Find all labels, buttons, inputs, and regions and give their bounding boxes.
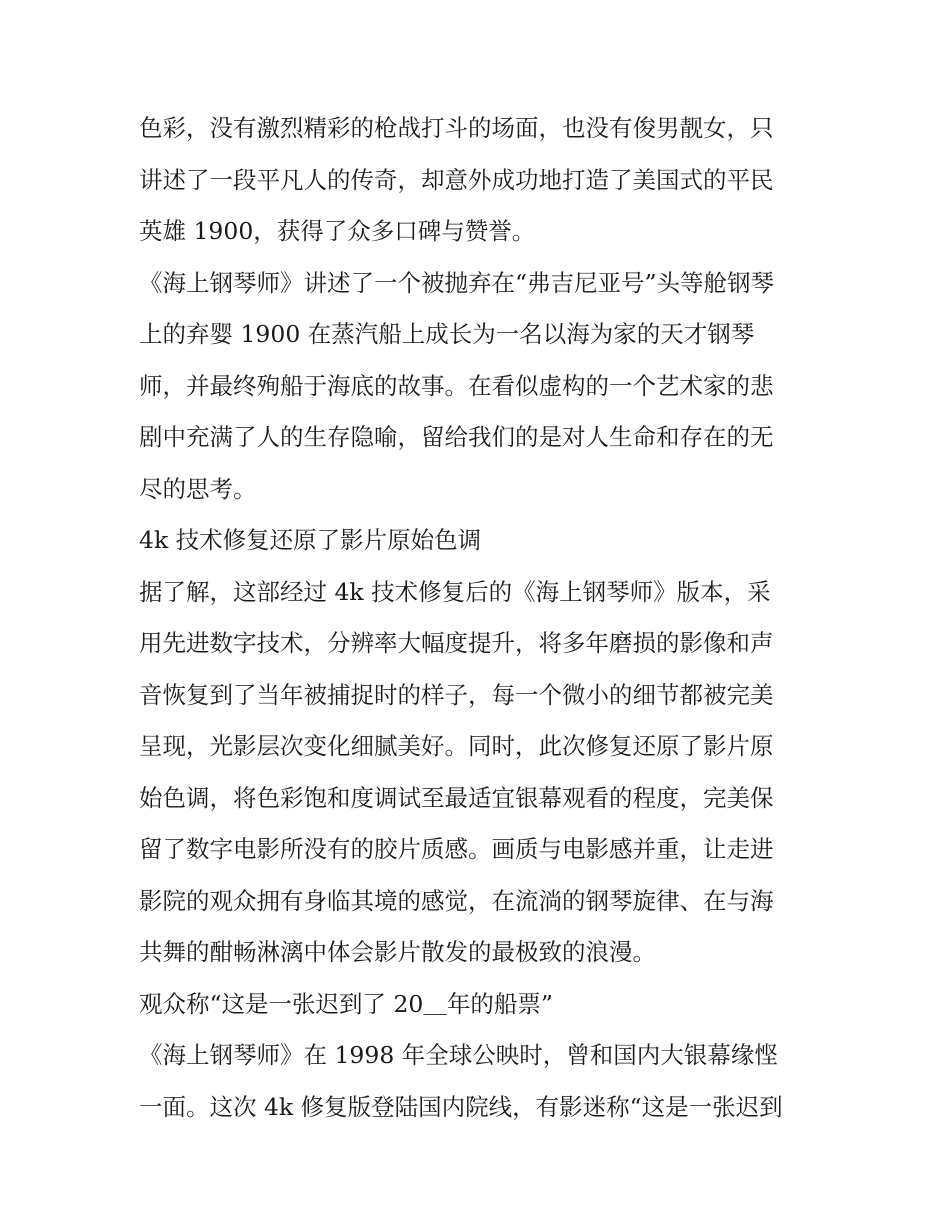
- text-line: 上的弃婴 1900 在蒸汽船上成长为一名以海为家的天才钢琴: [139, 320, 755, 348]
- section-heading: 4k 技术修复还原了影片原始色调: [139, 526, 482, 554]
- text-line: 《海上钢琴师》在 1998 年全球公映时，曾和国内大银幕缘悭: [139, 1041, 778, 1069]
- text-line: 师，并最终殉船于海底的故事。在看似虚构的一个艺术家的悲: [139, 371, 774, 400]
- text-line: 始色调，将色彩饱和度调试至最适宜银幕观看的程度，完美保: [139, 783, 774, 812]
- text-line: 据了解，这部经过 4k 技术修复后的《海上钢琴师》版本，采: [139, 577, 771, 606]
- text-line: 留了数字电影所没有的胶片质感。画质与电影感并重，让走进: [139, 835, 774, 863]
- text-line: 一面。这次 4k 修复版登陆国内院线，有影迷称“这是一张迟到: [139, 1092, 783, 1121]
- text-line: 剧中充满了人的生存隐喻，留给我们的是对人生命和存在的无: [139, 423, 774, 451]
- section-heading: 观众称“这是一张迟到了 20＿年的船票”: [139, 989, 553, 1018]
- document-body: [139, 103, 819, 1133]
- text-line: 英雄 1900，获得了众多口碑与赞誉。: [139, 217, 536, 245]
- text-line: 呈现，光影层次变化细腻美好。同时，此次修复还原了影片原: [139, 732, 774, 760]
- text-line: 讲述了一段平凡人的传奇，却意外成功地打造了美国式的平民: [139, 165, 774, 194]
- text-line: 《海上钢琴师》讲述了一个被抛弃在“弗吉尼亚号”头等舱钢琴: [139, 268, 775, 297]
- text-line: 共舞的酣畅淋漓中体会影片散发的最极致的浪漫。: [139, 938, 656, 966]
- text-line: 影院的观众拥有身临其境的感觉，在流淌的钢琴旋律、在与海: [139, 886, 774, 915]
- text-line: 色彩，没有激烈精彩的枪战打斗的场面，也没有俊男靓女，只: [139, 114, 774, 142]
- text-line: 音恢复到了当年被捕捉时的样子，每一个微小的细节都被完美: [139, 680, 774, 709]
- text-line: 用先进数字技术，分辨率大幅度提升，将多年磨损的影像和声: [139, 629, 774, 657]
- text-line: 尽的思考。: [139, 474, 257, 503]
